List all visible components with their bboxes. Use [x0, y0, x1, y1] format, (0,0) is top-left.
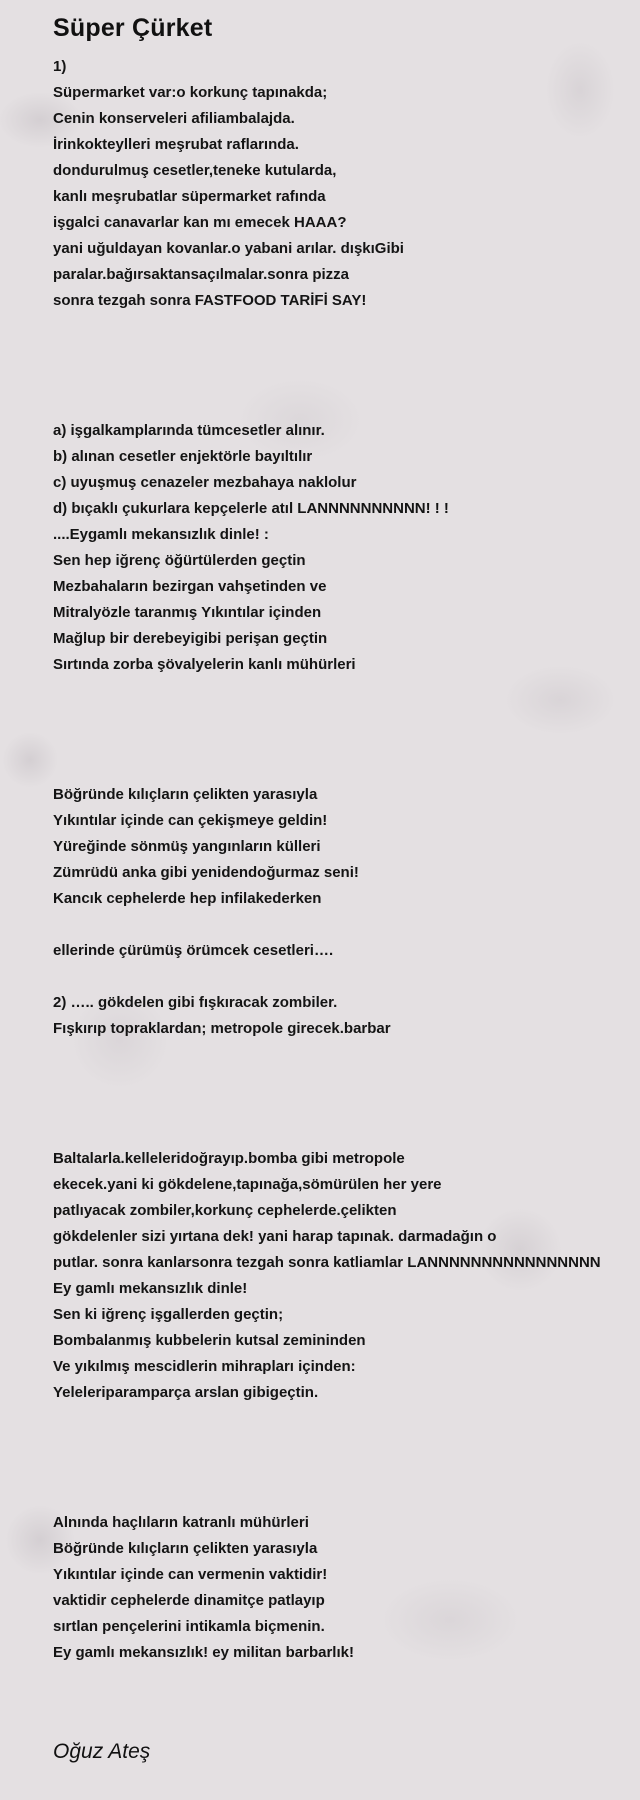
poem-line: dondurulmuş cesetler,teneke kutularda,	[53, 162, 337, 179]
poem-author: Oğuz Ateş	[53, 1740, 151, 1763]
poem-line: gökdelenler sizi yırtana dek! yani harap tapınak. darmadağın o	[53, 1228, 497, 1245]
poem-line: Cenin konserveleri afiliambalajda.	[53, 110, 295, 127]
stanza-break	[53, 678, 640, 704]
poem-line: Mitralyözle taranmış Yıkıntılar içinden	[53, 604, 322, 621]
stanza-break	[53, 964, 640, 990]
poem-line: Baltalarla.kelleleridoğrayıp.bomba gibi metropole	[53, 1150, 405, 1167]
poem-line: İrinkokteylleri meşrubat raflarında.	[53, 136, 299, 153]
stanza-break	[53, 314, 640, 340]
poem-line: d) bıçaklı çukurlara kepçelerle atıl LANNNNNNNNNN! ! !	[53, 500, 449, 517]
poem-line: Ve yıkılmış mescidlerin mihrapları içinden:	[53, 1358, 356, 1375]
stanza-break	[53, 756, 640, 782]
poem-line: paralar.bağırsaktansaçılmalar.sonra pizza	[53, 266, 349, 283]
poem-line: ekecek.yani ki gökdelene,tapınağa,sömürülen her yere	[53, 1176, 442, 1193]
stanza-break	[53, 1458, 640, 1484]
poem-line: Ey gamlı mekansızlık! ey militan barbarlık!	[53, 1644, 354, 1661]
poem-line: sırtlan pençelerini intikamla biçmenin.	[53, 1618, 325, 1635]
poem-line: 2) ….. gökdelen gibi fışkıracak zombiler.	[53, 994, 338, 1011]
stanza-break	[53, 1484, 640, 1510]
poem-line: putlar. sonra kanlarsonra tezgah sonra katliamlar LANNNNNNNNNNNNNNNN	[53, 1254, 601, 1271]
poem-line: patlıyacak zombiler,korkunç cephelerde.çelikten	[53, 1202, 397, 1219]
stanza-break	[53, 340, 640, 366]
poem-line: Alnında haçlıların katranlı mühürleri	[53, 1514, 309, 1531]
poem-line: sonra tezgah sonra FASTFOOD TARİFİ SAY!	[53, 292, 367, 309]
poem-line: Mezbahaların bezirgan vahşetinden ve	[53, 578, 327, 595]
poem-line: Süpermarket var:o korkunç tapınakda;	[53, 84, 328, 101]
poem-line: Bombalanmış kubbelerin kutsal zemininden	[53, 1332, 366, 1349]
poem-line: Yüreğinde sönmüş yangınların külleri	[53, 838, 321, 855]
poem-line: a) işgalkamplarında tümcesetler alınır.	[53, 422, 325, 439]
stanza-break	[53, 1406, 640, 1432]
poem-line: Sırtında zorba şövalyelerin kanlı mühürleri	[53, 656, 356, 673]
stanza-break	[53, 366, 640, 392]
poem-line: ....Eygamlı mekansızlık dinle! :	[53, 526, 269, 543]
stanza-break	[53, 704, 640, 730]
poem-line: Zümrüdü anka gibi yenidendoğurmaz seni!	[53, 864, 359, 881]
poem-line: yani uğuldayan kovanlar.o yabani arılar. dışkıGibi	[53, 240, 404, 257]
stanza-break	[53, 1432, 640, 1458]
poem-page	[53, 10, 640, 1800]
poem-line: Böğründe kılıçların çelikten yarasıyla	[53, 1540, 318, 1557]
poem-title: Süper Çürket	[53, 14, 213, 42]
poem-line: Yıkıntılar içinde can çekişmeye geldin!	[53, 812, 328, 829]
poem-line: c) uyuşmuş cenazeler mezbahaya naklolur	[53, 474, 357, 491]
poem-line: Mağlup bir derebeyigibi perişan geçtin	[53, 630, 328, 647]
stanza-break	[53, 392, 640, 418]
poem-line: Yeleleriparamparça arslan gibigeçtin.	[53, 1384, 319, 1401]
poem-line: Yıkıntılar içinde can vermenin vaktidir!	[53, 1566, 328, 1583]
poem-line: Böğründe kılıçların çelikten yarasıyla	[53, 786, 318, 803]
poem-line: 1)	[53, 58, 67, 75]
poem-line: b) alınan cesetler enjektörle bayıltılır	[53, 448, 313, 465]
stanza-break	[53, 1120, 640, 1146]
poem-body	[53, 54, 640, 1666]
stanza-break	[53, 1068, 640, 1094]
poem-line: Sen ki iğrenç işgallerden geçtin;	[53, 1306, 284, 1323]
poem-line: vaktidir cephelerde dinamitçe patlayıp	[53, 1592, 325, 1609]
stanza-break	[53, 1042, 640, 1068]
poem-line: ellerinde çürümüş örümcek cesetleri….	[53, 942, 334, 959]
stanza-break	[53, 1094, 640, 1120]
poem-line: kanlı meşrubatlar süpermarket rafında	[53, 188, 326, 205]
stanza-break	[53, 912, 640, 938]
poem-line: Sen hep iğrenç öğürtülerden geçtin	[53, 552, 306, 569]
poem-line: Ey gamlı mekansızlık dinle!	[53, 1280, 248, 1297]
stanza-break	[53, 730, 640, 756]
poem-line: Fışkırıp topraklardan; metropole girecek.barbar	[53, 1020, 391, 1037]
poem-line: işgalci canavarlar kan mı emecek HAAA?	[53, 214, 347, 231]
poem-line: Kancık cephelerde hep infilakederken	[53, 890, 322, 907]
